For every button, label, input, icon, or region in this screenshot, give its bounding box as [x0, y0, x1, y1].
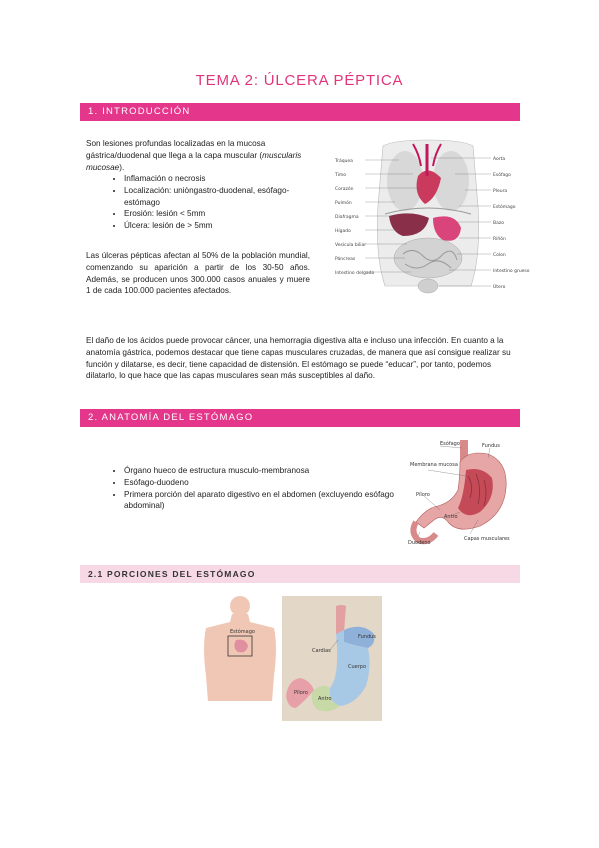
label-aorta: Aorta [493, 157, 506, 162]
torso-stomach-location-illustration [200, 596, 280, 701]
label-esofago: Esófago [440, 441, 460, 447]
epidemiology-paragraph: Las úlceras pépticas afectan al 50% de la población mundial, comenzando su aparición a partir de los 30-50 años. Además, se producen unos 300.000 casos anuales y muere 1 de cada 100.000 pacientes afectados. [86, 251, 310, 296]
intro-text-em: muscularis mucosae [86, 150, 302, 172]
label-esofago: Esófago [493, 173, 511, 178]
stomach-figure [408, 436, 518, 548]
label-bazo: Bazo [493, 221, 504, 226]
label-pulmon: Pulmón [335, 201, 352, 206]
list-item: • Primera porción del aparato digestivo en el abdomen (excluyendo esófago abdominal) [124, 489, 406, 513]
intro-bullet-list [86, 173, 306, 232]
label-cuerpo: Cuerpo [348, 664, 367, 670]
anatomy-bullet-list [86, 465, 406, 512]
intro-text-a: Son lesiones profundas localizadas en la mucosa gástrica/duodenal que llega a la capa muscular ( [86, 139, 266, 160]
section-heading-introduccion: 1. INTRODUCCIÓN [80, 103, 520, 121]
label-capas-musculares: Capas musculares [464, 536, 510, 542]
damage-paragraph: El daño de los ácidos puede provocar cáncer, una hemorragia digestiva alta e incluso una infección. En cuanto a la anatomía gástrica, podemos destacar que tiene capas musculares cruzadas, de manera que así consigue realizar su función y dilatarse, es decir, tiene capacidad de distensión. El estómago se puede “educar”, por tanto, podemos dilatarlo, lo que hace que las capas musculares sean más susceptibles al daño. [86, 336, 511, 381]
anatomy-figure [333, 136, 530, 306]
list-item: • Úlcera: lesión de > 5mm [124, 220, 306, 232]
section-heading-anatomia: 2. ANATOMÍA DEL ESTÓMAGO [80, 409, 520, 427]
stomach-layers-illustration [408, 436, 518, 548]
label-rinon: Riñón [493, 237, 506, 242]
thoracoabdominal-organs-illustration [333, 136, 530, 306]
label-colon: Colon [493, 253, 506, 258]
label-antro: Antro [318, 696, 332, 702]
label-diafragma: Diafragma [335, 215, 359, 220]
intro-paragraph [86, 138, 308, 173]
list-item: • Esófago-duodeno [124, 477, 406, 489]
section-heading-porciones: 2.1 PORCIONES DEL ESTÓMAGO [80, 565, 520, 583]
label-vesicula: Vesícula biliar [335, 243, 367, 248]
label-timo: Timo [335, 173, 346, 178]
label-cardias: Cardias [312, 648, 331, 654]
label-higado: Hígado [335, 229, 351, 234]
label-fundus: Fundus [358, 634, 376, 640]
page-title: TEMA 2: ÚLCERA PÉPTICA [195, 72, 404, 89]
label-intestino-grueso: Intestino grueso [493, 269, 530, 274]
list-item: • Inflamación o necrosis [124, 173, 306, 185]
label-estomago: Estómago [493, 205, 516, 210]
label-pleura: Pleura [493, 189, 508, 194]
label-pancreas: Páncreas [335, 257, 356, 262]
label-duodeno: Duodeno [408, 540, 431, 546]
label-corazon: Corazón [335, 187, 354, 192]
stomach-portions-illustration [282, 596, 382, 721]
label-estomago: Estómago [230, 629, 255, 635]
label-utero: Útero [493, 285, 506, 290]
list-item: • Órgano hueco de estructura musculo-membranosa [124, 465, 406, 477]
list-item: • Localización: uniòngastro-duodenal, esófago-estómago [124, 185, 306, 209]
label-traquea: Tráquea [335, 159, 353, 164]
label-antro: Antro [444, 514, 458, 520]
label-piloro: Píloro [294, 690, 308, 696]
torso-figure [200, 596, 280, 701]
label-intestino-delgado: Intestino delgado [335, 271, 375, 276]
label-piloro: Píloro [416, 492, 430, 498]
intro-text-b: ). [119, 162, 125, 172]
label-fundus: Fundus [482, 443, 500, 449]
label-membrana-mucosa: Membrana mucosa [410, 462, 458, 468]
list-item: • Erosión: lesión < 5mm [124, 208, 306, 220]
stomach-portions-figure [282, 596, 382, 721]
